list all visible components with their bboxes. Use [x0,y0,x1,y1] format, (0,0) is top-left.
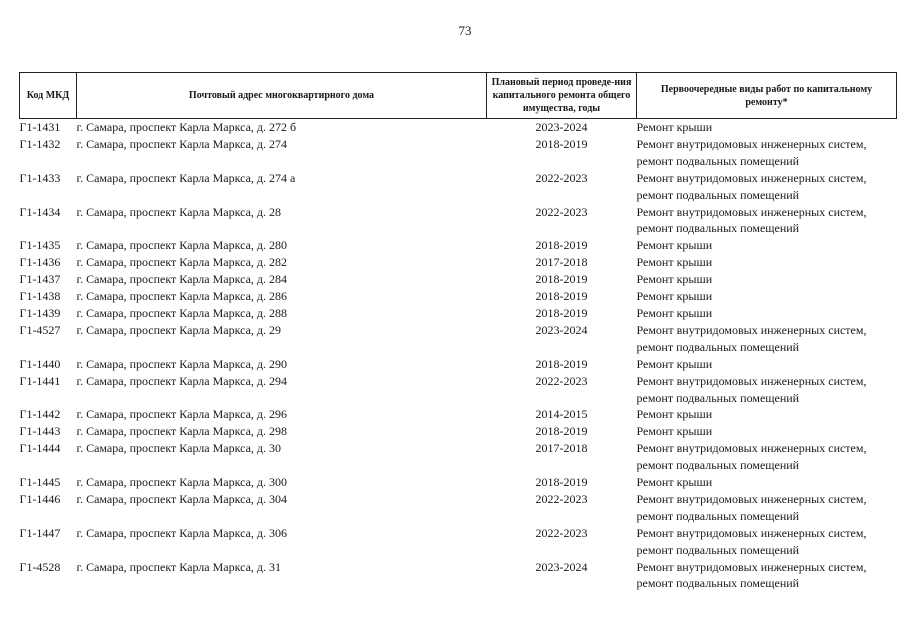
repair-period-cell: 2017-2018 [535,255,588,270]
table-row [20,525,897,559]
mkd-code-cell: Г1-1436 [19,255,61,270]
repair-period-cell: 2018-2019 [535,356,588,371]
table-row [20,271,897,288]
mkd-code-cell: Г1-1446 [19,491,61,506]
repair-works-cell [637,204,897,238]
repair-period-cell: 2022-2023 [535,204,588,219]
repair-works-cell [637,119,897,136]
repair-work-line: Ремонт внутридомовых инженерных систем, [636,170,867,185]
table-row [20,119,897,136]
repair-work-line: ремонт подвальных помещений [636,576,800,591]
repair-period-cell: 2018-2019 [535,272,588,287]
address-cell: г. Самара, проспект Карла Маркса, д. 298 [76,424,288,439]
repair-period-cell: 2023-2024 [535,559,588,574]
table-row [20,204,897,238]
repair-period-cell: 2022-2023 [535,491,588,506]
repair-period-cell: 2022-2023 [535,373,588,388]
repair-works-cell [637,288,897,305]
table-row [20,559,897,593]
table-row [20,305,897,322]
page-number: 73 [458,23,472,38]
repair-work-line: ремонт подвальных помещений [636,153,800,168]
repair-work-line: Ремонт крыши [636,255,713,270]
mkd-code-cell: Г1-1431 [19,120,61,134]
repair-works-cell [637,373,897,407]
address-cell: г. Самара, проспект Карла Маркса, д. 306 [76,525,288,540]
repair-work-line: Ремонт внутридомовых инженерных систем, [636,441,867,456]
address-cell: г. Самара, проспект Карла Маркса, д. 31 [76,559,282,574]
repair-period-cell: 2022-2023 [535,525,588,540]
table-row [20,406,897,423]
repair-works-cell [637,237,897,254]
repair-works-cell [637,322,897,356]
repair-period-cell: 2018-2019 [535,136,588,151]
repair-works-cell [637,423,897,440]
repair-period-cell: 2018-2019 [535,475,588,490]
repair-period-cell: 2018-2019 [535,305,588,320]
repair-work-line: Ремонт крыши [636,305,713,320]
address-cell: г. Самара, проспект Карла Маркса, д. 304 [76,491,288,506]
repair-works-cell [637,356,897,373]
repair-period-cell: 2018-2019 [535,289,588,304]
repair-works-cell [637,406,897,423]
address-cell: г. Самара, проспект Карла Маркса, д. 272 б [76,120,297,134]
repair-work-line: ремонт подвальных помещений [636,221,800,236]
repair-period-cell: 2014-2015 [535,407,588,422]
repair-work-line: ремонт подвальных помещений [636,187,800,202]
mkd-code-cell: Г1-1440 [19,356,61,371]
repair-works-cell [637,271,897,288]
repair-work-line: Ремонт крыши [636,238,713,253]
repair-work-line: Ремонт крыши [636,407,713,422]
repair-work-line: Ремонт крыши [636,272,713,287]
repair-works-cell [637,474,897,491]
table-row [20,474,897,491]
header-code: Код МКД [20,73,77,119]
repair-works-cell [637,525,897,559]
repair-work-line: Ремонт внутридомовых инженерных систем, [636,136,867,151]
mkd-code-cell: Г1-1432 [19,136,61,151]
mkd-code-cell: Г1-1433 [19,170,61,185]
mkd-code-cell: Г1-1445 [19,475,61,490]
repair-work-line: ремонт подвальных помещений [636,339,800,354]
table-row [20,491,897,525]
table-header-row [20,73,897,119]
mkd-code-cell: Г1-1439 [19,305,61,320]
repair-period-cell: 2018-2019 [535,238,588,253]
mkd-code-cell: Г1-4528 [19,559,61,574]
address-cell: г. Самара, проспект Карла Маркса, д. 29 [76,322,282,337]
header-period: Плановый период проведе-ния капитального ремонта общего имущества, годы [487,73,637,119]
header-works: Первоочередные виды работ по капитальному ремонту* [637,73,897,119]
mkd-code-cell: Г1-1444 [19,441,61,456]
mkd-code-cell: Г1-1447 [19,525,61,540]
repair-period-cell: 2023-2024 [535,322,588,337]
repair-work-line: ремонт подвальных помещений [636,508,800,523]
repair-work-line: ремонт подвальных помещений [636,542,800,557]
address-cell: г. Самара, проспект Карла Маркса, д. 290 [76,356,288,371]
repair-works-cell [637,170,897,204]
repair-work-line: Ремонт внутридомовых инженерных систем, [636,204,867,219]
repair-schedule-table [19,72,897,592]
mkd-code-cell: Г1-1442 [19,407,61,422]
table-row [20,423,897,440]
address-cell: г. Самара, проспект Карла Маркса, д. 300 [76,475,288,490]
table-row [20,136,897,170]
table-row [20,254,897,271]
table-row [20,356,897,373]
mkd-code-cell: Г1-1438 [19,289,61,304]
repair-period-cell: 2022-2023 [535,170,588,185]
repair-work-line: ремонт подвальных помещений [636,458,800,473]
repair-work-line: Ремонт внутридомовых инженерных систем, [636,322,867,337]
repair-work-line: Ремонт крыши [636,356,713,371]
address-cell: г. Самара, проспект Карла Маркса, д. 286 [76,289,288,304]
mkd-code-cell: Г1-4527 [19,322,61,337]
repair-work-line: Ремонт крыши [636,289,713,304]
header-address: Почтовый адрес многоквартирного дома [77,73,487,119]
table-row [20,373,897,407]
mkd-code-cell: Г1-1443 [19,424,61,439]
repair-works-cell [637,491,897,525]
mkd-code-cell: Г1-1441 [19,373,61,388]
address-cell: г. Самара, проспект Карла Маркса, д. 294 [76,373,288,388]
repair-work-line: Ремонт крыши [636,475,713,490]
repair-period-cell: 2017-2018 [535,441,588,456]
address-cell: г. Самара, проспект Карла Маркса, д. 282 [76,255,288,270]
address-cell: г. Самара, проспект Карла Маркса, д. 288 [76,305,288,320]
table-body [20,119,897,593]
address-cell: г. Самара, проспект Карла Маркса, д. 296 [76,407,288,422]
address-cell: г. Самара, проспект Карла Маркса, д. 28 [76,204,282,219]
repair-works-cell [637,440,897,474]
mkd-code-cell: Г1-1437 [19,272,61,287]
repair-works-cell [637,305,897,322]
address-cell: г. Самара, проспект Карла Маркса, д. 274 [76,136,288,151]
table-row [20,288,897,305]
table-row [20,170,897,204]
table-row [20,322,897,356]
repair-work-line: Ремонт внутридомовых инженерных систем, [636,491,867,506]
repair-works-cell [637,254,897,271]
repair-works-cell [637,559,897,593]
repair-work-line: Ремонт крыши [636,120,713,134]
repair-work-line: Ремонт крыши [636,424,713,439]
repair-work-line: Ремонт внутридомовых инженерных систем, [636,559,867,574]
mkd-code-cell: Г1-1435 [19,238,61,253]
address-cell: г. Самара, проспект Карла Маркса, д. 284 [76,272,288,287]
repair-period-cell: 2023-2024 [535,120,588,134]
repair-works-cell [637,136,897,170]
mkd-code-cell: Г1-1434 [19,204,61,219]
table-row [20,237,897,254]
address-cell: г. Самара, проспект Карла Маркса, д. 30 [76,441,282,456]
address-cell: г. Самара, проспект Карла Маркса, д. 274 а [76,170,296,185]
repair-work-line: Ремонт внутридомовых инженерных систем, [636,525,867,540]
repair-period-cell: 2018-2019 [535,424,588,439]
table-row [20,440,897,474]
address-cell: г. Самара, проспект Карла Маркса, д. 280 [76,238,288,253]
repair-work-line: ремонт подвальных помещений [636,390,800,405]
repair-work-line: Ремонт внутридомовых инженерных систем, [636,373,867,388]
